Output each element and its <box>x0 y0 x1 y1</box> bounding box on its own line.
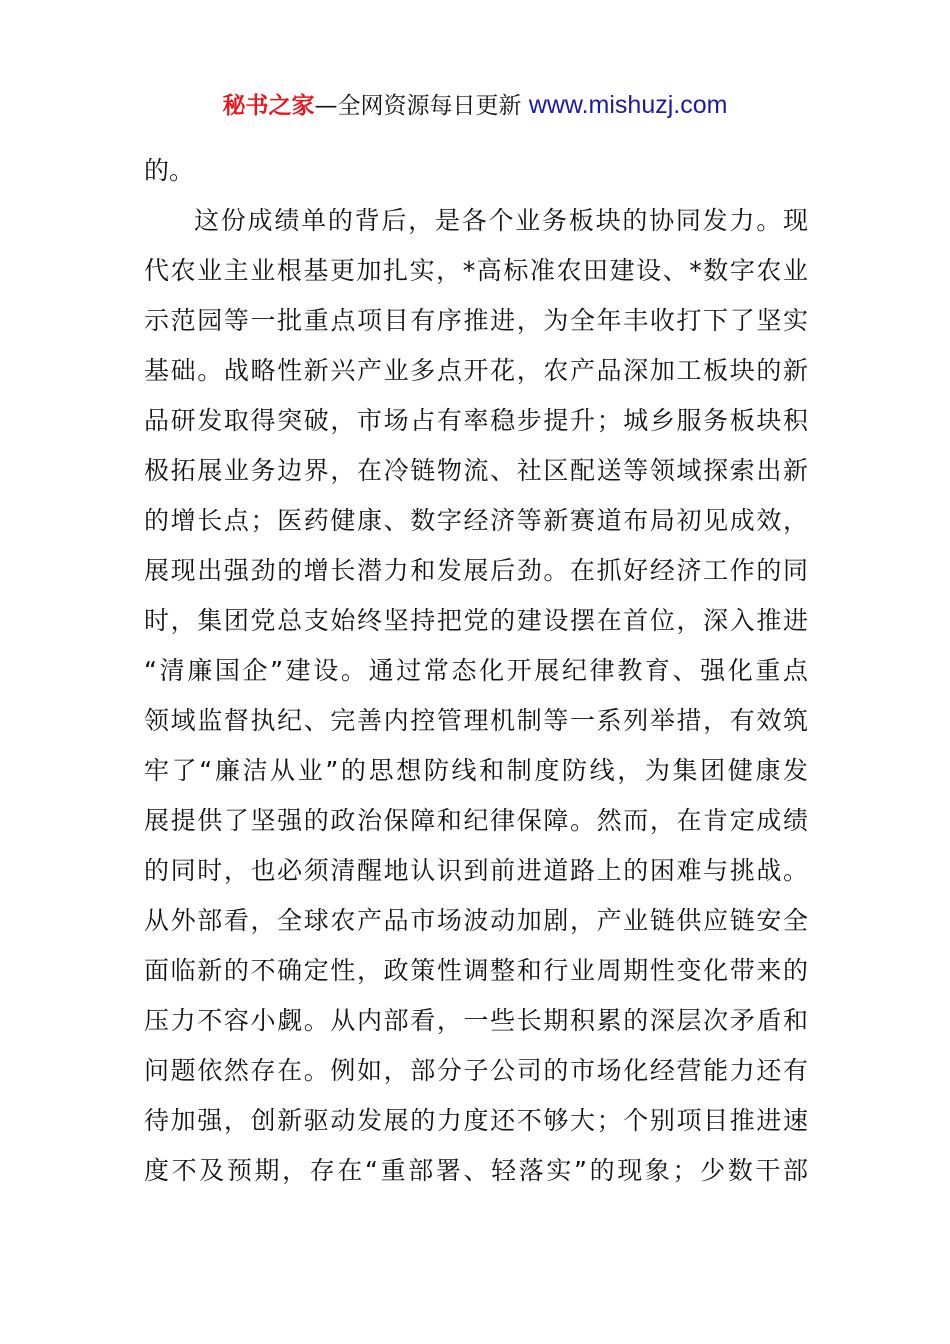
text-line: 牢了“廉洁从业”的思想防线和制度防线，为集团健康发 <box>144 756 808 785</box>
page-header <box>0 88 950 123</box>
text-line: 时，集团党总支始终坚持把党的建设摆在首位，深入推进 <box>144 606 808 635</box>
text-line: 展提供了坚强的政治保障和纪律保障。然而，在肯定成绩 <box>144 806 808 835</box>
text-line: 这份成绩单的背后，是各个业务板块的协同发力。现 <box>194 206 808 235</box>
text-line: 基础。战略性新兴产业多点开花，农产品深加工板块的新 <box>144 356 808 385</box>
text-line: 的同时，也必须清醒地认识到前进道路上的困难与挑战。 <box>144 856 808 885</box>
text-line: 代农业主业根基更加扎实，*高标准农田建设、*数字农业 <box>144 256 808 285</box>
text-line: 从外部看，全球农产品市场波动加剧，产业链供应链安全 <box>144 906 808 935</box>
text-line: 压力不容小觑。从内部看，一些长期积累的深层次矛盾和 <box>144 1006 808 1035</box>
text-line: 示范园等一批重点项目有序推进，为全年丰收打下了坚实 <box>144 306 808 335</box>
text-line: 问题依然存在。例如，部分子公司的市场化经营能力还有 <box>144 1056 808 1085</box>
text-line: 待加强，创新驱动发展的力度还不够大；个别项目推进速 <box>144 1106 808 1135</box>
text-line: 品研发取得突破，市场占有率稳步提升；城乡服务板块积 <box>144 406 808 435</box>
text-line: 的。 <box>144 156 195 185</box>
text-line: 领域监督执纪、完善内控管理机制等一系列举措，有效筑 <box>144 706 808 735</box>
text-line: 度不及预期，存在“重部署、轻落实”的现象；少数干部 <box>144 1156 808 1185</box>
text-line: 展现出强劲的增长潜力和发展后劲。在抓好经济工作的同 <box>144 556 808 585</box>
document-body <box>144 146 808 1196</box>
site-url-link[interactable]: www.mishuzj.com <box>528 91 728 119</box>
brand-name: 秘书之家 <box>222 93 315 119</box>
text-line: 的增长点；医药健康、数字经济等新赛道布局初见成效， <box>144 506 808 535</box>
text-line: “清廉国企”建设。通过常态化开展纪律教育、强化重点 <box>144 656 808 685</box>
text-line: 极拓展业务边界，在冷链物流、社区配送等领域探索出新 <box>144 456 808 485</box>
text-line: 面临新的不确定性，政策性调整和行业周期性变化带来的 <box>144 956 808 985</box>
header-tagline: —全网资源每日更新 <box>314 93 522 119</box>
